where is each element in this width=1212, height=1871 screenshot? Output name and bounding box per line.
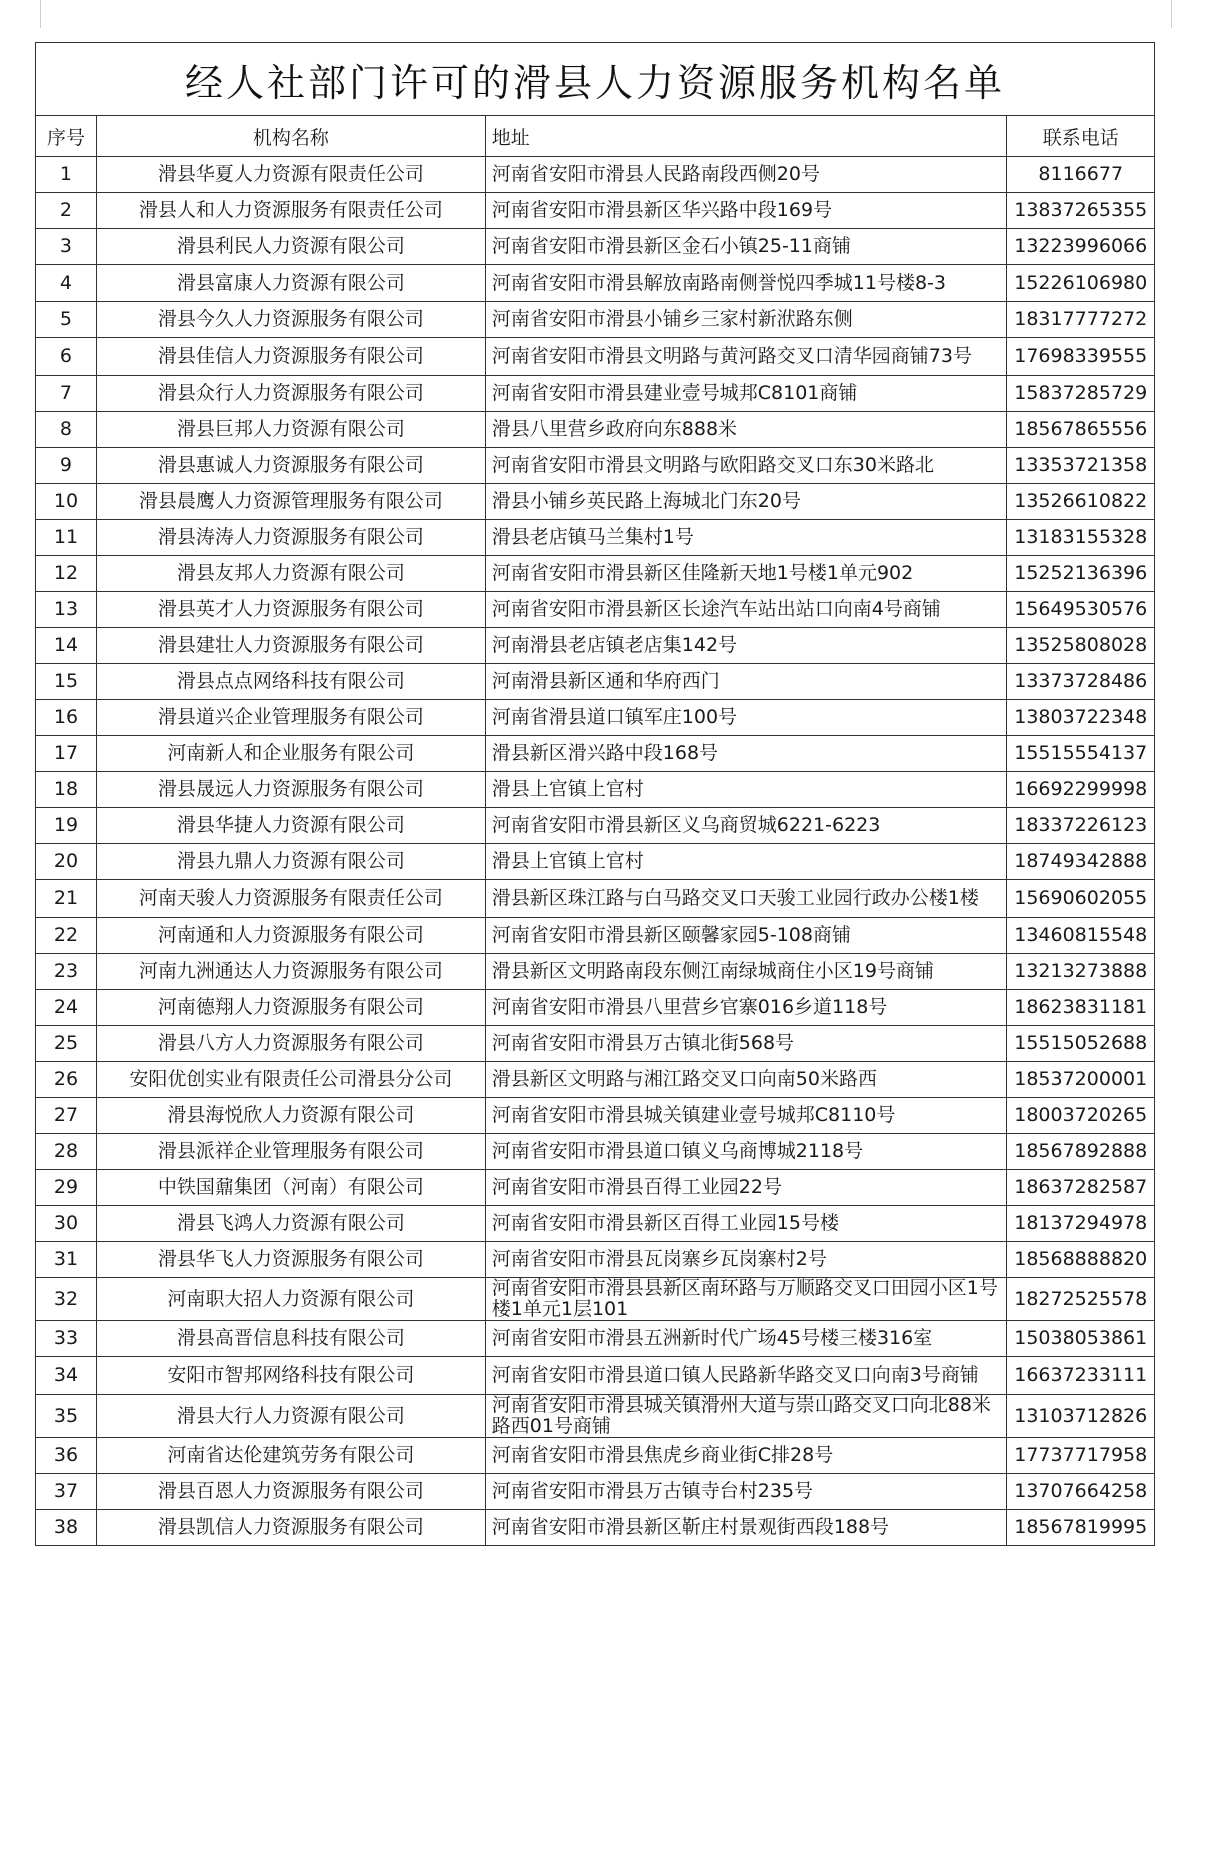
row-name: 滑县华夏人力资源有限责任公司 xyxy=(96,157,485,193)
row-num: 19 xyxy=(36,808,97,844)
row-num: 21 xyxy=(36,880,97,918)
row-phone: 15515554137 xyxy=(1007,736,1155,772)
table-row xyxy=(36,664,1155,700)
row-name: 河南天骏人力资源服务有限责任公司 xyxy=(96,880,485,918)
table-row xyxy=(36,628,1155,664)
row-phone: 18637282587 xyxy=(1007,1170,1155,1206)
row-address: 滑县上官镇上官村 xyxy=(485,844,1007,880)
row-address: 河南省安阳市滑县道口镇义乌商博城2118号 xyxy=(485,1134,1007,1170)
table-row xyxy=(36,954,1155,990)
row-num: 32 xyxy=(36,1278,97,1321)
row-phone: 8116677 xyxy=(1007,157,1155,193)
row-address: 滑县上官镇上官村 xyxy=(485,772,1007,808)
header-address: 地址 xyxy=(485,116,1007,157)
row-num: 2 xyxy=(36,193,97,229)
row-address: 滑县八里营乡政府向东888米 xyxy=(485,412,1007,448)
row-phone: 18137294978 xyxy=(1007,1206,1155,1242)
row-phone: 15226106980 xyxy=(1007,265,1155,302)
row-num: 26 xyxy=(36,1062,97,1098)
page-corner-right xyxy=(1171,0,1212,28)
row-address: 河南省安阳市滑县新区靳庄村景观街西段188号 xyxy=(485,1510,1007,1546)
agency-table xyxy=(35,42,1155,1546)
row-name: 安阳市智邦网络科技有限公司 xyxy=(96,1357,485,1395)
row-name: 滑县惠诚人力资源服务有限公司 xyxy=(96,448,485,484)
row-phone: 13223996066 xyxy=(1007,229,1155,265)
row-address: 河南省安阳市滑县解放南路南侧誉悦四季城11号楼8-3 xyxy=(485,265,1007,302)
row-phone: 18749342888 xyxy=(1007,844,1155,880)
header-phone: 联系电话 xyxy=(1007,116,1155,157)
table-row xyxy=(36,1062,1155,1098)
row-num: 10 xyxy=(36,484,97,520)
row-address: 河南滑县新区通和华府西门 xyxy=(485,664,1007,700)
row-num: 6 xyxy=(36,338,97,376)
row-address: 河南省安阳市滑县县新区南环路与万顺路交叉口田园小区1号楼1单元1层101 xyxy=(485,1278,1007,1321)
row-name: 滑县华捷人力资源有限公司 xyxy=(96,808,485,844)
row-phone: 13373728486 xyxy=(1007,664,1155,700)
row-name: 滑县人和人力资源服务有限责任公司 xyxy=(96,193,485,229)
table-row xyxy=(36,808,1155,844)
row-name: 滑县友邦人力资源有限公司 xyxy=(96,556,485,592)
row-name: 河南省达伦建筑劳务有限公司 xyxy=(96,1438,485,1474)
table-row xyxy=(36,157,1155,193)
row-address: 河南省安阳市滑县八里营乡官寨016乡道118号 xyxy=(485,990,1007,1026)
row-name: 河南通和人力资源服务有限公司 xyxy=(96,918,485,954)
row-name: 滑县点点网络科技有限公司 xyxy=(96,664,485,700)
table-row xyxy=(36,1438,1155,1474)
row-address: 河南省安阳市滑县文明路与欧阳路交叉口东30米路北 xyxy=(485,448,1007,484)
row-address: 滑县新区文明路南段东侧江南绿城商住小区19号商铺 xyxy=(485,954,1007,990)
table-row xyxy=(36,1357,1155,1395)
table-row xyxy=(36,448,1155,484)
row-num: 25 xyxy=(36,1026,97,1062)
row-address: 河南省滑县道口镇军庄100号 xyxy=(485,700,1007,736)
table-row xyxy=(36,990,1155,1026)
row-phone: 18567892888 xyxy=(1007,1134,1155,1170)
row-phone: 16692299998 xyxy=(1007,772,1155,808)
row-name: 滑县八方人力资源服务有限公司 xyxy=(96,1026,485,1062)
row-address: 河南省安阳市滑县万古镇北街568号 xyxy=(485,1026,1007,1062)
row-phone: 13103712826 xyxy=(1007,1395,1155,1438)
table-row xyxy=(36,229,1155,265)
row-name: 滑县飞鸿人力资源有限公司 xyxy=(96,1206,485,1242)
row-address: 河南省安阳市滑县焦虎乡商业街C排28号 xyxy=(485,1438,1007,1474)
table-row xyxy=(36,1098,1155,1134)
row-phone: 13707664258 xyxy=(1007,1474,1155,1510)
table-row xyxy=(36,1395,1155,1438)
row-name: 滑县晟远人力资源服务有限公司 xyxy=(96,772,485,808)
row-phone: 18623831181 xyxy=(1007,990,1155,1026)
table-row xyxy=(36,412,1155,448)
row-num: 22 xyxy=(36,918,97,954)
row-name: 河南职大招人力资源有限公司 xyxy=(96,1278,485,1321)
row-name: 滑县海悦欣人力资源有限公司 xyxy=(96,1098,485,1134)
row-name: 滑县富康人力资源有限公司 xyxy=(96,265,485,302)
table-row xyxy=(36,1510,1155,1546)
row-name: 滑县晨鹰人力资源管理服务有限公司 xyxy=(96,484,485,520)
row-address: 河南省安阳市滑县新区百得工业园15号楼 xyxy=(485,1206,1007,1242)
row-name: 滑县涛涛人力资源服务有限公司 xyxy=(96,520,485,556)
table-row xyxy=(36,700,1155,736)
row-num: 18 xyxy=(36,772,97,808)
row-phone: 17737717958 xyxy=(1007,1438,1155,1474)
row-num: 38 xyxy=(36,1510,97,1546)
row-address: 河南省安阳市滑县百得工业园22号 xyxy=(485,1170,1007,1206)
row-phone: 18568888820 xyxy=(1007,1242,1155,1278)
row-name: 滑县佳信人力资源服务有限公司 xyxy=(96,338,485,376)
table-row xyxy=(36,265,1155,302)
row-num: 11 xyxy=(36,520,97,556)
table-row xyxy=(36,520,1155,556)
row-name: 滑县道兴企业管理服务有限公司 xyxy=(96,700,485,736)
row-name: 中铁国鼐集团（河南）有限公司 xyxy=(96,1170,485,1206)
row-phone: 15515052688 xyxy=(1007,1026,1155,1062)
table-row xyxy=(36,338,1155,376)
row-name: 安阳优创实业有限责任公司滑县分公司 xyxy=(96,1062,485,1098)
row-address: 河南省安阳市滑县建业壹号城邦C8101商铺 xyxy=(485,376,1007,412)
table-row xyxy=(36,484,1155,520)
row-num: 33 xyxy=(36,1321,97,1357)
row-num: 36 xyxy=(36,1438,97,1474)
row-phone: 13526610822 xyxy=(1007,484,1155,520)
table-row xyxy=(36,592,1155,628)
row-phone: 18567819995 xyxy=(1007,1510,1155,1546)
row-address: 河南省安阳市滑县万古镇寺台村235号 xyxy=(485,1474,1007,1510)
row-name: 河南德翔人力资源服务有限公司 xyxy=(96,990,485,1026)
row-num: 4 xyxy=(36,265,97,302)
row-name: 滑县英才人力资源服务有限公司 xyxy=(96,592,485,628)
row-num: 34 xyxy=(36,1357,97,1395)
row-name: 滑县今久人力资源服务有限公司 xyxy=(96,302,485,338)
table-row xyxy=(36,1206,1155,1242)
row-num: 35 xyxy=(36,1395,97,1438)
header-num: 序号 xyxy=(36,116,97,157)
row-name: 滑县凯信人力资源服务有限公司 xyxy=(96,1510,485,1546)
table-header-row xyxy=(36,116,1155,157)
row-name: 滑县高晋信息科技有限公司 xyxy=(96,1321,485,1357)
row-num: 30 xyxy=(36,1206,97,1242)
row-num: 5 xyxy=(36,302,97,338)
row-name: 滑县华飞人力资源服务有限公司 xyxy=(96,1242,485,1278)
row-phone: 13803722348 xyxy=(1007,700,1155,736)
row-address: 河南省安阳市滑县道口镇人民路新华路交叉口向南3号商铺 xyxy=(485,1357,1007,1395)
row-address: 河南省安阳市滑县文明路与黄河路交叉口清华园商铺73号 xyxy=(485,338,1007,376)
table-row xyxy=(36,1170,1155,1206)
row-num: 13 xyxy=(36,592,97,628)
row-name: 滑县利民人力资源有限公司 xyxy=(96,229,485,265)
row-phone: 13213273888 xyxy=(1007,954,1155,990)
row-num: 23 xyxy=(36,954,97,990)
row-num: 28 xyxy=(36,1134,97,1170)
header-name: 机构名称 xyxy=(96,116,485,157)
page-corner-left xyxy=(0,0,41,28)
row-num: 17 xyxy=(36,736,97,772)
page-title: 经人社部门许可的滑县人力资源服务机构名单 xyxy=(36,43,1155,116)
row-name: 滑县百恩人力资源服务有限公司 xyxy=(96,1474,485,1510)
row-name: 滑县建壮人力资源服务有限公司 xyxy=(96,628,485,664)
table-row xyxy=(36,736,1155,772)
table-row xyxy=(36,1134,1155,1170)
row-phone: 15837285729 xyxy=(1007,376,1155,412)
row-name: 滑县大行人力资源有限公司 xyxy=(96,1395,485,1438)
row-address: 河南省安阳市滑县新区金石小镇25-11商铺 xyxy=(485,229,1007,265)
row-address: 滑县新区珠江路与白马路交叉口天骏工业园行政办公楼1楼 xyxy=(485,880,1007,918)
row-phone: 18567865556 xyxy=(1007,412,1155,448)
table-row xyxy=(36,1278,1155,1321)
row-name: 河南九洲通达人力资源服务有限公司 xyxy=(96,954,485,990)
row-phone: 13525808028 xyxy=(1007,628,1155,664)
table-row xyxy=(36,1026,1155,1062)
table-row xyxy=(36,193,1155,229)
row-num: 7 xyxy=(36,376,97,412)
row-num: 1 xyxy=(36,157,97,193)
row-address: 滑县小铺乡英民路上海城北门东20号 xyxy=(485,484,1007,520)
row-phone: 15649530576 xyxy=(1007,592,1155,628)
row-address: 河南省安阳市滑县城关镇滑州大道与崇山路交叉口向北88米路西01号商铺 xyxy=(485,1395,1007,1438)
table-row xyxy=(36,918,1155,954)
row-address: 河南省安阳市滑县新区佳隆新天地1号楼1单元902 xyxy=(485,556,1007,592)
row-address: 滑县新区滑兴路中段168号 xyxy=(485,736,1007,772)
row-num: 27 xyxy=(36,1098,97,1134)
row-phone: 15252136396 xyxy=(1007,556,1155,592)
row-address: 河南省安阳市滑县新区义乌商贸城6221-6223 xyxy=(485,808,1007,844)
row-num: 8 xyxy=(36,412,97,448)
row-address: 滑县老店镇马兰集村1号 xyxy=(485,520,1007,556)
row-phone: 18272525578 xyxy=(1007,1278,1155,1321)
row-num: 3 xyxy=(36,229,97,265)
row-num: 14 xyxy=(36,628,97,664)
row-num: 16 xyxy=(36,700,97,736)
row-num: 29 xyxy=(36,1170,97,1206)
row-name: 滑县巨邦人力资源有限公司 xyxy=(96,412,485,448)
row-phone: 13837265355 xyxy=(1007,193,1155,229)
table-row xyxy=(36,1321,1155,1357)
row-phone: 17698339555 xyxy=(1007,338,1155,376)
row-address: 河南省安阳市滑县新区长途汽车站出站口向南4号商铺 xyxy=(485,592,1007,628)
row-phone: 15038053861 xyxy=(1007,1321,1155,1357)
row-phone: 18537200001 xyxy=(1007,1062,1155,1098)
row-address: 河南滑县老店镇老店集142号 xyxy=(485,628,1007,664)
row-num: 20 xyxy=(36,844,97,880)
row-num: 12 xyxy=(36,556,97,592)
table-row xyxy=(36,772,1155,808)
row-address: 河南省安阳市滑县小铺乡三家村新洑路东侧 xyxy=(485,302,1007,338)
row-num: 24 xyxy=(36,990,97,1026)
row-name: 滑县派祥企业管理服务有限公司 xyxy=(96,1134,485,1170)
row-num: 31 xyxy=(36,1242,97,1278)
row-address: 滑县新区文明路与湘江路交叉口向南50米路西 xyxy=(485,1062,1007,1098)
row-num: 9 xyxy=(36,448,97,484)
row-address: 河南省安阳市滑县人民路南段西侧20号 xyxy=(485,157,1007,193)
table-row xyxy=(36,302,1155,338)
table-row xyxy=(36,556,1155,592)
row-phone: 18337226123 xyxy=(1007,808,1155,844)
row-phone: 18317777272 xyxy=(1007,302,1155,338)
row-address: 河南省安阳市滑县瓦岗寨乡瓦岗寨村2号 xyxy=(485,1242,1007,1278)
row-num: 37 xyxy=(36,1474,97,1510)
row-name: 滑县众行人力资源服务有限公司 xyxy=(96,376,485,412)
table-row xyxy=(36,880,1155,918)
row-phone: 13183155328 xyxy=(1007,520,1155,556)
row-phone: 16637233111 xyxy=(1007,1357,1155,1395)
row-phone: 18003720265 xyxy=(1007,1098,1155,1134)
table-row xyxy=(36,376,1155,412)
row-name: 河南新人和企业服务有限公司 xyxy=(96,736,485,772)
row-address: 河南省安阳市滑县新区华兴路中段169号 xyxy=(485,193,1007,229)
table-row xyxy=(36,1474,1155,1510)
row-phone: 13460815548 xyxy=(1007,918,1155,954)
row-address: 河南省安阳市滑县城关镇建业壹号城邦C8110号 xyxy=(485,1098,1007,1134)
row-name: 滑县九鼎人力资源有限公司 xyxy=(96,844,485,880)
row-address: 河南省安阳市滑县五洲新时代广场45号楼三楼316室 xyxy=(485,1321,1007,1357)
row-num: 15 xyxy=(36,664,97,700)
row-phone: 13353721358 xyxy=(1007,448,1155,484)
row-phone: 15690602055 xyxy=(1007,880,1155,918)
row-address: 河南省安阳市滑县新区颐馨家园5-108商铺 xyxy=(485,918,1007,954)
table-row xyxy=(36,844,1155,880)
table-row xyxy=(36,1242,1155,1278)
